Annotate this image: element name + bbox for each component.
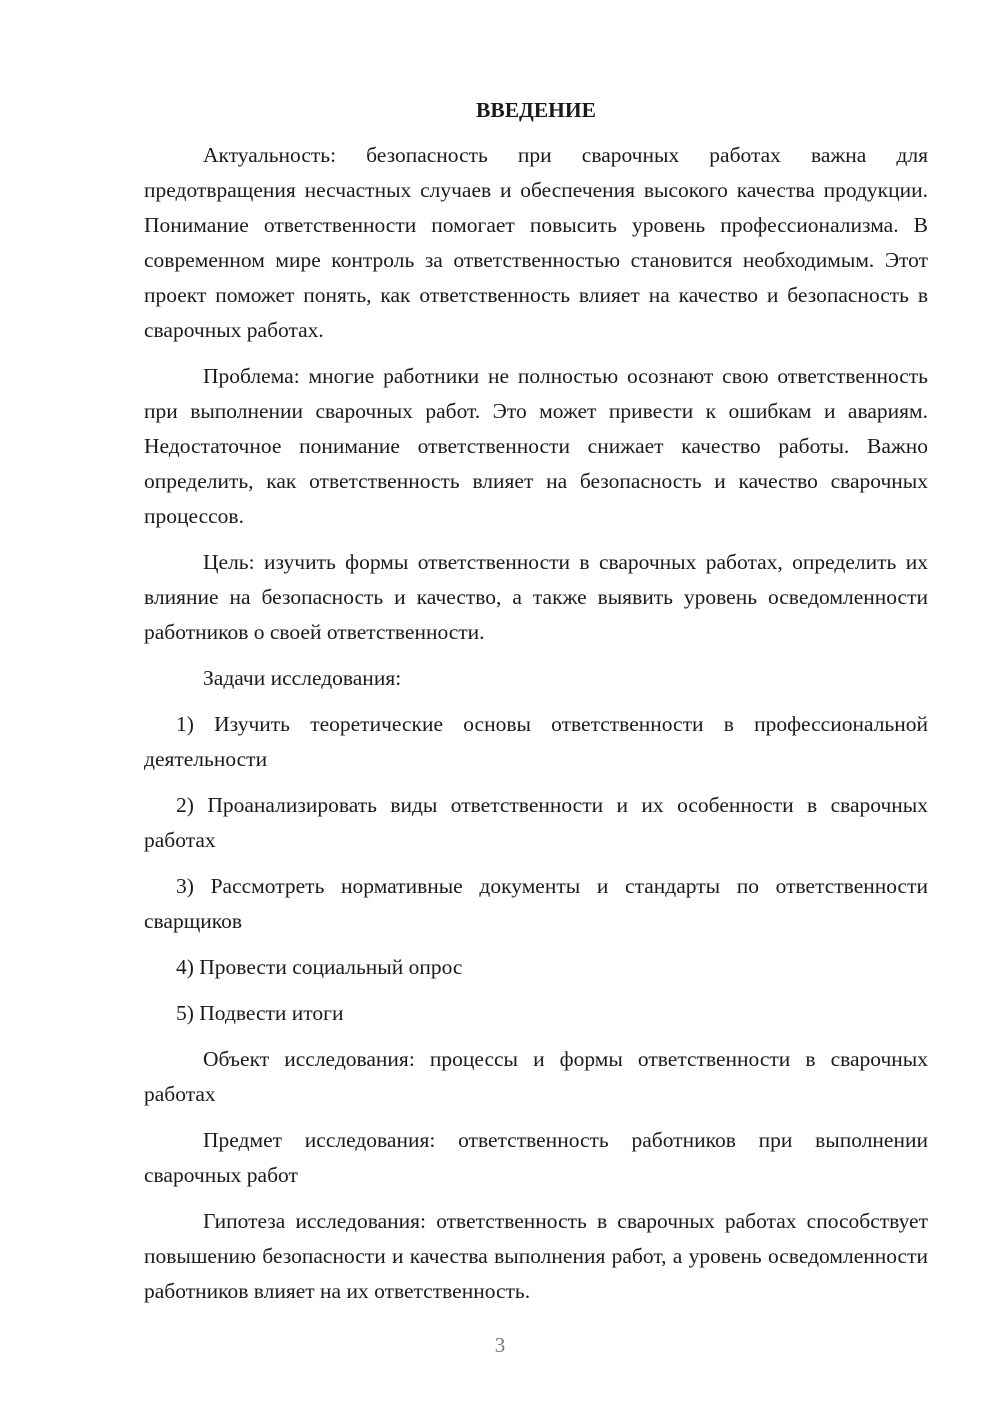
- hypothesis-paragraph: Гипотеза исследования: ответственность в сварочных работах способствует повышению безопасности и качества выполнения работ, а уровень осведомленности работников влияет на их ответственность.: [144, 1209, 928, 1303]
- problem-paragraph: Проблема: многие работники не полностью осознают свою ответственность при выполнении сварочных работ. Это может привести к ошибкам и авариям. Недостаточное понимание ответственности снижает качество работы. Важно определить, как ответственность влияет на безопасность и качество сварочных процессов.: [144, 364, 928, 528]
- tasks-heading: Задачи исследования:: [203, 666, 402, 690]
- document-page: [144, 93, 928, 1320]
- page-title: ВВЕДЕНИЕ: [476, 98, 596, 122]
- list-item: 1) Изучить теоретические основы ответственности в профессиональной деятельности: [144, 712, 928, 771]
- list-item: 5) Подвести итоги: [176, 1001, 344, 1025]
- list-item: 2) Проанализировать виды ответственности и их особенности в сварочных работах: [144, 793, 928, 852]
- page-number: 3: [494, 1333, 506, 1357]
- relevance-paragraph: Актуальность: безопасность при сварочных работах важна для предотвращения несчастных случаев и обеспечения высокого качества продукции. Понимание ответственности помогает повысить уровень профессионализма. В современном мире контроль за ответственностью становится необходимым. Этот проект поможет понять, как ответственность влияет на качество и безопасность в сварочных работах.: [144, 143, 928, 342]
- goal-paragraph: Цель: изучить формы ответственности в сварочных работах, определить их влияние на безопасность и качество, а также выявить уровень осведомленности работников о своей ответственности.: [144, 550, 928, 644]
- subject-paragraph: Предмет исследования: ответственность работников при выполнении сварочных работ: [144, 1128, 928, 1187]
- object-paragraph: Объект исследования: процессы и формы ответственности в сварочных работах: [144, 1047, 928, 1106]
- tasks-list: [144, 707, 928, 1031]
- list-item: 4) Провести социальный опрос: [176, 955, 463, 979]
- list-item: 3) Рассмотреть нормативные документы и стандарты по ответственности сварщиков: [144, 874, 928, 933]
